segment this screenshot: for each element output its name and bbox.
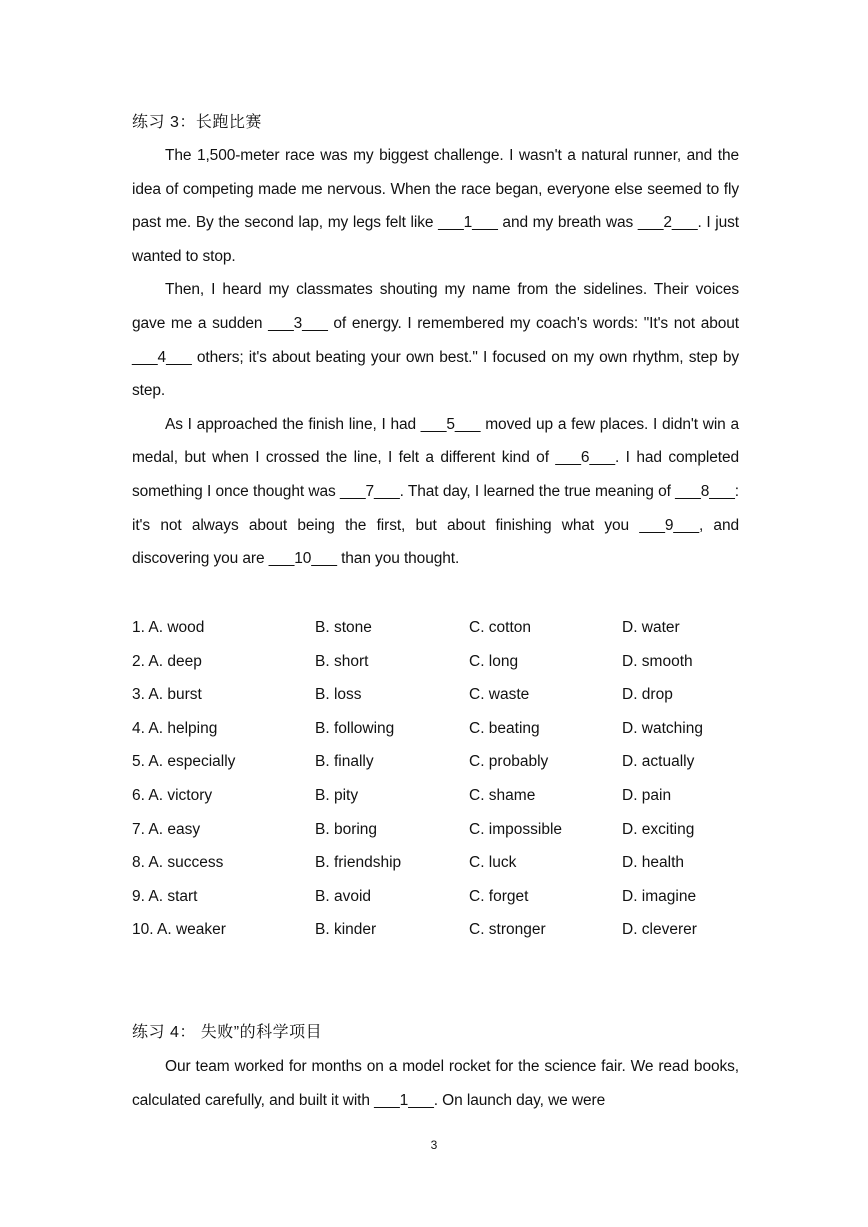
option-a: 10. A. weaker [132, 921, 226, 939]
option-b: B. short [315, 652, 369, 670]
option-b: B. kinder [315, 921, 377, 939]
option-row [132, 880, 732, 914]
passage-paragraph: Our team worked for months on a model rocket for the science fair. We read books, calculated carefully, and built it with ___1___. On launch day, we were [132, 1058, 739, 1109]
option-a: 5. A. especially [132, 753, 236, 771]
option-row [132, 611, 732, 645]
option-d: D. watching [622, 719, 703, 737]
option-d: D. imagine [622, 887, 697, 905]
option-row [132, 846, 732, 880]
option-d: D. drop [622, 686, 673, 704]
option-c: C. waste [469, 686, 530, 704]
option-a: 4. A. helping [132, 719, 218, 737]
option-d: D. health [622, 854, 685, 872]
option-row [132, 913, 732, 947]
option-c: C. impossible [469, 820, 563, 838]
option-c: C. beating [469, 719, 540, 737]
option-row [132, 813, 732, 847]
option-c: C. forget [469, 887, 529, 905]
option-d: D. exciting [622, 820, 695, 838]
option-row [132, 779, 732, 813]
option-row [132, 678, 732, 712]
option-b: B. boring [315, 820, 378, 838]
exercise-4-heading: 练习 4： 失败”的科学项目 [132, 1024, 323, 1041]
option-d: D. actually [622, 753, 695, 771]
option-c: C. stronger [469, 921, 546, 939]
option-d: D. smooth [622, 652, 693, 670]
option-b: B. finally [315, 753, 374, 771]
exercise-3-heading: 练习 3：长跑比赛 [132, 114, 262, 131]
exercise-4-passage [132, 1050, 739, 1117]
option-c: C. cotton [469, 619, 532, 636]
option-d: D. water [622, 619, 680, 636]
option-a: 3. A. burst [132, 686, 202, 704]
option-a: 8. A. success [132, 854, 224, 872]
passage-paragraph: As I approached the finish line, I had ___5___ moved up a few places. I didn't win a medal, but when I crossed the line, I felt a different kind of ___6___. I had completed something I once thought was ___7___. That day, I learned the true meaning of ___8___: it's not always about being the first, but about finishing what you ___9___, and discovering you are ___10___ than you thought. [132, 415, 739, 568]
page-number: 3 [430, 1138, 438, 1152]
option-d: D. cleverer [622, 921, 697, 939]
option-b: B. pity [315, 786, 359, 804]
option-c: C. luck [469, 854, 517, 872]
option-row [132, 712, 732, 746]
option-d: D. pain [622, 786, 672, 804]
option-a: 6. A. victory [132, 786, 213, 804]
option-c: C. probably [469, 753, 549, 771]
exercise-3-passage [132, 139, 739, 576]
option-b: B. avoid [315, 887, 372, 905]
option-b: B. loss [315, 686, 362, 704]
passage-paragraph: The 1,500-meter race was my biggest challenge. I wasn't a natural runner, and the idea of competing made me nervous. When the race began, everyone else seemed to fly past me. By the second lap, my legs felt like ___1___ and my breath was ___2___. I just wanted to stop. [132, 147, 739, 265]
option-a: 7. A. easy [132, 820, 201, 838]
option-c: C. long [469, 652, 519, 670]
option-b: B. following [315, 719, 395, 737]
exercise-3-options [132, 611, 732, 947]
passage-paragraph: Then, I heard my classmates shouting my name from the sidelines. Their voices gave me a sudden ___3___ of energy. I remembered my coach's words: "It's not about ___4___ others; it's about beating your own best." I focused on my own rhythm, step by step. [132, 281, 739, 400]
option-row [132, 745, 732, 779]
option-b: B. friendship [315, 854, 402, 872]
option-b: B. stone [315, 619, 372, 636]
option-c: C. shame [469, 786, 536, 804]
option-a: 2. A. deep [132, 652, 202, 670]
option-a: 1. A. wood [132, 619, 205, 636]
option-row [132, 645, 732, 679]
option-a: 9. A. start [132, 887, 198, 905]
